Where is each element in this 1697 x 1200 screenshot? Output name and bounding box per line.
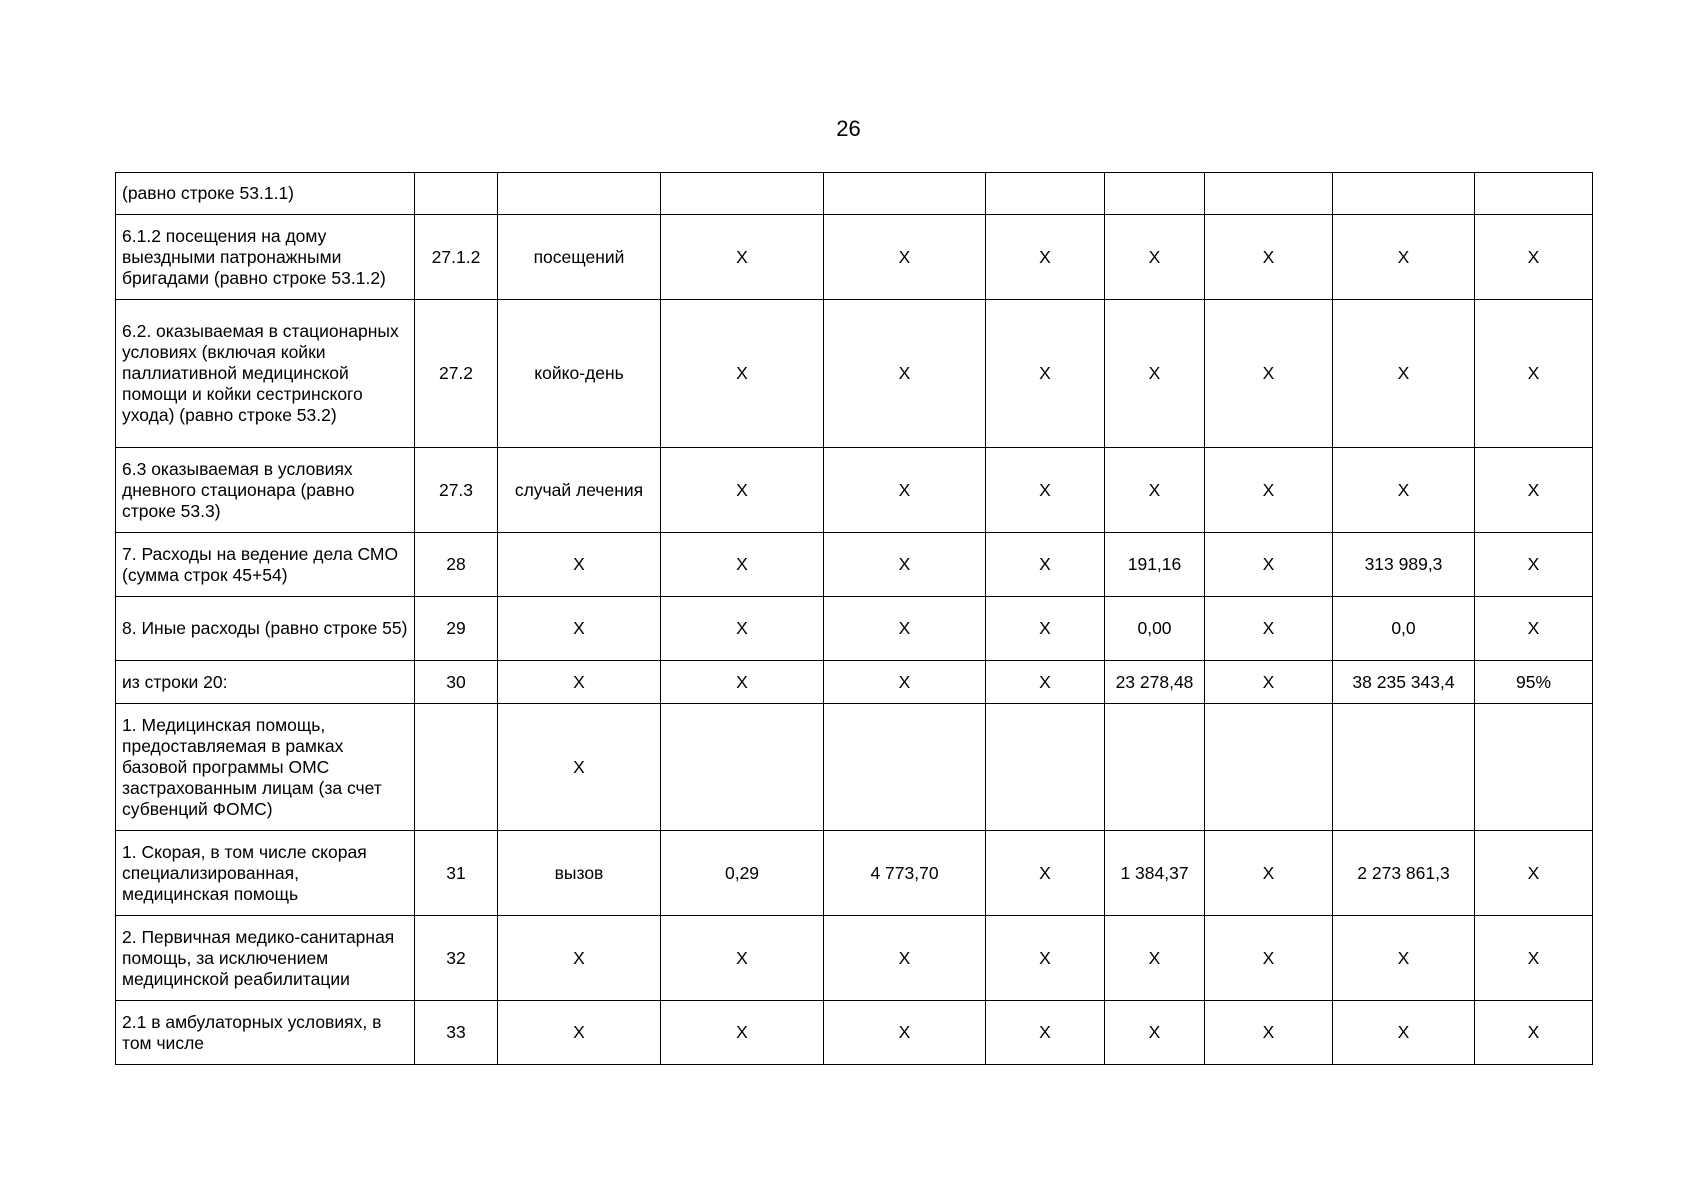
table-cell: X	[824, 1001, 986, 1065]
table-cell	[661, 173, 824, 215]
table-cell: 31	[415, 831, 498, 916]
table-row	[116, 916, 1593, 1001]
table-cell: 2 273 861,3	[1333, 831, 1475, 916]
table-cell: вызов	[498, 831, 661, 916]
table-cell	[415, 173, 498, 215]
table-cell: 313 989,3	[1333, 533, 1475, 597]
table-cell: X	[986, 300, 1105, 448]
table-cell: 38 235 343,4	[1333, 661, 1475, 704]
table-row	[116, 597, 1593, 661]
table-cell: X	[1205, 215, 1333, 300]
table-cell: X	[824, 215, 986, 300]
table-cell: случай лечения	[498, 448, 661, 533]
table-cell: X	[986, 448, 1105, 533]
table-cell	[415, 704, 498, 831]
table-cell	[1105, 704, 1205, 831]
table-row	[116, 533, 1593, 597]
table-cell: 95%	[1475, 661, 1593, 704]
row-description-cell: из строки 20:	[116, 661, 415, 704]
table-cell: X	[1105, 1001, 1205, 1065]
table-cell: X	[1205, 300, 1333, 448]
table-cell: X	[498, 533, 661, 597]
table-cell: X	[1475, 916, 1593, 1001]
table-cell: X	[661, 661, 824, 704]
table-cell: X	[986, 661, 1105, 704]
table-cell	[1205, 704, 1333, 831]
table-cell: X	[661, 1001, 824, 1065]
table-cell: X	[1475, 831, 1593, 916]
table-row	[116, 173, 1593, 215]
table-cell: X	[1475, 597, 1593, 661]
table-cell	[498, 173, 661, 215]
table-cell	[986, 173, 1105, 215]
table-cell	[1205, 173, 1333, 215]
table-cell	[986, 704, 1105, 831]
table-cell: X	[1205, 661, 1333, 704]
table-cell: 4 773,70	[824, 831, 986, 916]
table-cell: 0,0	[1333, 597, 1475, 661]
table-cell: 27.1.2	[415, 215, 498, 300]
table-cell: 30	[415, 661, 498, 704]
row-description-cell: 2.1 в амбулаторных условиях, в том числе	[116, 1001, 415, 1065]
table-cell: X	[498, 916, 661, 1001]
table-cell: 23 278,48	[1105, 661, 1205, 704]
table-cell	[1333, 704, 1475, 831]
table-cell: 27.2	[415, 300, 498, 448]
table-cell: X	[1205, 916, 1333, 1001]
table-cell: X	[824, 300, 986, 448]
table-row	[116, 831, 1593, 916]
table-cell: X	[1475, 448, 1593, 533]
row-description-cell: 7. Расходы на ведение дела СМО (сумма строк 45+54)	[116, 533, 415, 597]
table-cell: 33	[415, 1001, 498, 1065]
table-cell: X	[1333, 300, 1475, 448]
table-cell	[661, 704, 824, 831]
table-cell: X	[986, 533, 1105, 597]
table-cell: X	[824, 448, 986, 533]
table-cell: X	[986, 916, 1105, 1001]
table-cell: X	[498, 704, 661, 831]
table-row	[116, 448, 1593, 533]
table-row	[116, 300, 1593, 448]
table-cell: X	[661, 597, 824, 661]
table-cell: X	[1205, 1001, 1333, 1065]
table-cell: X	[1205, 533, 1333, 597]
table-cell: посещений	[498, 215, 661, 300]
table-cell: X	[661, 300, 824, 448]
row-description-cell: (равно строке 53.1.1)	[116, 173, 415, 215]
table-cell: X	[498, 1001, 661, 1065]
table-cell: X	[661, 448, 824, 533]
table-cell: X	[1333, 215, 1475, 300]
table-cell: X	[1205, 597, 1333, 661]
table-row	[116, 661, 1593, 704]
table-cell: X	[1333, 916, 1475, 1001]
table-cell: 28	[415, 533, 498, 597]
table-row	[116, 704, 1593, 831]
table-cell: 0,29	[661, 831, 824, 916]
row-description-cell: 1. Медицинская помощь, предоставляемая в рамках базовой программы ОМС застрахованным лицам (за счет субвенций ФОМС)	[116, 704, 415, 831]
table-cell: X	[1205, 831, 1333, 916]
table-cell: X	[498, 661, 661, 704]
table-cell: X	[1105, 448, 1205, 533]
table-cell: X	[986, 831, 1105, 916]
table-cell: X	[498, 597, 661, 661]
table-cell: X	[1105, 300, 1205, 448]
table-cell: X	[661, 215, 824, 300]
row-description-cell: 6.1.2 посещения на дому выездными патронажными бригадами (равно строке 53.1.2)	[116, 215, 415, 300]
table-cell	[1475, 173, 1593, 215]
table-cell	[824, 173, 986, 215]
table-cell: X	[1475, 533, 1593, 597]
table-cell	[824, 704, 986, 831]
table-cell: X	[986, 215, 1105, 300]
table-cell: X	[824, 661, 986, 704]
table-cell: X	[661, 916, 824, 1001]
table-cell: X	[824, 916, 986, 1001]
table-cell	[1475, 704, 1593, 831]
table-cell: X	[1105, 215, 1205, 300]
page-number: 26	[836, 116, 861, 141]
table-cell: X	[986, 1001, 1105, 1065]
row-description-cell: 1. Скорая, в том числе скорая специализированная, медицинская помощь	[116, 831, 415, 916]
table-cell: X	[986, 597, 1105, 661]
table-cell: 32	[415, 916, 498, 1001]
row-description-cell: 2. Первичная медико-санитарная помощь, за исключением медицинской реабилитации	[116, 916, 415, 1001]
table-cell: 0,00	[1105, 597, 1205, 661]
table-cell: X	[1205, 448, 1333, 533]
row-description-cell: 8. Иные расходы (равно строке 55)	[116, 597, 415, 661]
table-row	[116, 1001, 1593, 1065]
table-cell: X	[661, 533, 824, 597]
row-description-cell: 6.2. оказываемая в стационарных условиях (включая койки паллиативной медицинской помощи и койки сестринского ухода) (равно строке 53.2)	[116, 300, 415, 448]
table-cell	[1105, 173, 1205, 215]
table-cell: X	[1475, 215, 1593, 300]
table-row	[116, 215, 1593, 300]
row-description-cell: 6.3 оказываемая в условиях дневного стационара (равно строке 53.3)	[116, 448, 415, 533]
table-cell: 1 384,37	[1105, 831, 1205, 916]
table-cell: X	[1475, 1001, 1593, 1065]
table-cell: койко-день	[498, 300, 661, 448]
table-cell: X	[1333, 1001, 1475, 1065]
table-cell: X	[1475, 300, 1593, 448]
table-cell: 29	[415, 597, 498, 661]
data-table	[115, 172, 1593, 1065]
table-cell: 27.3	[415, 448, 498, 533]
table-cell: X	[1105, 916, 1205, 1001]
table-cell: X	[824, 597, 986, 661]
table-cell: 191,16	[1105, 533, 1205, 597]
table-cell: X	[1333, 448, 1475, 533]
table-cell	[1333, 173, 1475, 215]
table-cell: X	[824, 533, 986, 597]
